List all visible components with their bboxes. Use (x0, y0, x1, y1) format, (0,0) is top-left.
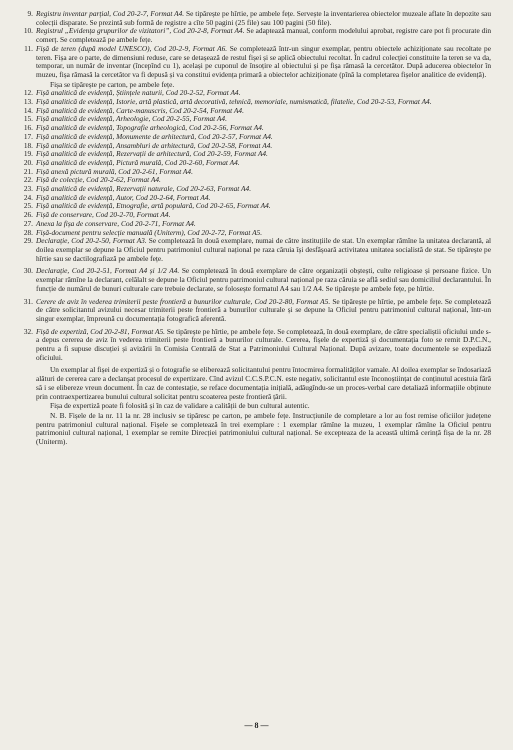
item-number: 28. (23, 227, 33, 237)
item-number: 24. (23, 192, 33, 202)
item-text: Se tipărește pe hîrtie, pe ambele fețe. Se completează, în două exemplare, de către specialiștii oficiului unde s-a depus cererea de aviz în vederea trimiterii peste frontieră a bunurilor culturale. Cererea, fișele de expertiză și documentația foto se remit D.P.C.N., pentru a fi supuse discuției și avizării în Comisia Centrală de Stat a Patrimoniului Cultural Național. După avizare, toate documentele se expediază oficiului. (36, 326, 491, 362)
list-item (14, 328, 491, 363)
item-number: 23. (23, 184, 33, 194)
item-title: Fișă analitică de evidență, Etnografie, artă populară, Cod 20-2-65, Format A4. (36, 201, 271, 211)
item-number: 16. (23, 123, 33, 133)
page-number: — 8 — (244, 721, 269, 730)
item-number: 14. (23, 105, 33, 115)
item-number: 9. (27, 9, 33, 18)
item-number: 29. (23, 236, 33, 246)
list-item (14, 298, 491, 324)
item-title: Fișă-document pentru selecție manuală (Uniterm), Cod 20-2-72, Format A5. (36, 227, 263, 237)
item-number: 26. (23, 210, 33, 220)
item-title: Fișă analitică de evidență, Ansambluri de arhitectură, Cod 20-2-58, Format A4. (36, 140, 273, 150)
item-title: Fișă analitică de evidență, Carte-manuscris, Cod 20-2-54, Format A4. (36, 105, 244, 115)
item-text: Se tipărește pe hîrtie, pe ambele fețe. Servește la inventarierea obiectelor muzeale aflate în depozite sau colecții disparate. Se prezintă sub formă de registre a cîte 50 pagini (25 file) sau 100 pagini (50 file). (36, 9, 491, 27)
item-title: Fișă anexă pictură murală, Cod 20-2-61, Format A4. (36, 166, 193, 176)
item-text: Se completează în două exemplare, numai de către instituțiile de stat. Un exemplar rămîne la unitatea declarantă, al doilea exemplar se depune la Oficiul pentru patrimoniul cultural național pe raza căruia își desfășoară activitatea unitatea socialistă de stat. Se tipărește pe hîrtie sau se dactilografiază pe ambele fețe. (36, 236, 492, 263)
body-paragraph: Fișa de expertiză poate fi folosită și în caz de validare a calității de bun cultural autentic. (50, 401, 310, 411)
item-number: 17. (23, 131, 33, 141)
item-title: Fișă analitică de evidență, Topografie arheologică, Cod 20-2-56, Format A4. (36, 123, 264, 133)
item-title: Registrul „Evidența grupurilor de vizitatori”, Cod 20-2-8, Format A4. (36, 26, 245, 36)
body-paragraph: Un exemplar al fișei de expertiză și o fotografie se eliberează solicitantului pentru întocmirea formalităților vamale. Al doilea exemplar se îndosariază alături de cererea care a declanșat procesul de expertizare. Cînd avizul C.C.S.P.C.N. este negativ, solicitantul este înconoștiințat de conținutul acestuia fără să i se elibereze vreun document. În caz de contestație, se reface documentația inițială, adăugîndu-se un proces-verbal care detaliază informațiile obținute prin contraexpertizarea bunului cultural solicitat pentru scoaterea peste frontieră țării. (36, 365, 491, 401)
item-number: 30. (23, 266, 33, 276)
item-number: 25. (23, 201, 33, 211)
item-number: 11. (24, 43, 33, 53)
item-title: Fișă analitică de evidență, Rezervații de arhitectură, Cod 20-2-59, Format A4. (36, 149, 268, 159)
item-number: 10. (23, 26, 33, 36)
item-number: 27. (23, 218, 33, 228)
list-item (14, 267, 491, 293)
item-text: Se tipărește pe hîrtie, pe ambele fețe. Se completează de către solicitantul avizului necesar trimiterii peste frontieră a bunurilor culturale și se depune la Oficiul pentru patrimoniul cultural național, într-un singur exemplar, împreună cu documentația fotografică aferentă. (36, 296, 492, 323)
item-title: Fișă de conservare, Cod 20-2-70, Format A4. (36, 210, 171, 220)
numbered-list (14, 10, 491, 362)
item-number: 22. (23, 175, 33, 185)
item-title: Fișă de colecție, Cod 20-2-62, Format A4. (36, 175, 161, 185)
item-title: Anexa la fișa de conservare, Cod 20-2-71, Format A4. (36, 218, 196, 228)
item-text: Se completează într-un singur exemplar, pentru obiectele achiziționate sau recoltate pe teren. Fișa are o parte, de dimensiuni reduse, care se detașează de restul fișei și se aplică obiectului recoltat. În cadrul colecției constituite la teren se va da, temporar, un număr de inventar (începînd cu 1), același pe cuponul de însoțire al obiectului și pe fișa rămasă la cercetător. După aducerea obiectelor în muzeu, fișa rămasă la cercetător va fi depusă și va constitui evidența primară a obiectelor achiziționate (pînă la completarea fișelor analitice de evidență). (36, 43, 491, 79)
closing-paragraphs (14, 366, 491, 446)
item-title: Fișă analitică de evidență, Arheologie, Cod 20-2-55, Format A4. (36, 114, 227, 124)
item-text: Se adaptează manual, conform modelului aprobat, registre care pot fi procurate din comerț. Se completează pe ambele fețe. (36, 26, 492, 45)
item-number: 31. (23, 296, 33, 306)
list-item (14, 45, 491, 80)
item-number: 15. (23, 114, 33, 124)
list-item (14, 237, 491, 263)
item-number: 12. (23, 88, 33, 98)
list-item (14, 27, 491, 44)
item-title: Fișă de expertiză, Cod 20-2-81, Format A5. (36, 326, 166, 336)
item-title: Fișă analitică de evidență, Autor, Cod 20-2-64, Format A4. (36, 192, 211, 202)
item-number: 20. (23, 157, 33, 167)
item-title: Cerere de aviz în vederea trimiterii peste frontieră a bunurilor culturale, Cod 20-2-80, Format A5. (36, 296, 331, 306)
item-number: 18. (23, 140, 33, 150)
item-number: 21. (23, 166, 33, 176)
item-title: Registru inventar parțial, Cod 20-2-7, Format A4. (36, 9, 185, 18)
item-number: 32. (23, 326, 33, 336)
item-title: Fișă analitică de evidență, Monumente de arhitectură, Cod 20-2-57, Format A4. (36, 131, 273, 141)
item-number: 19. (23, 149, 33, 159)
item-title: Fișă analitică de evidență, Rezervații naturale, Cod 20-2-63, Format A4. (36, 184, 252, 194)
item-title: Fișă analitică de evidență, Pictură murală, Cod 20-2-60, Format A4. (36, 157, 240, 167)
item-title: Declarație, Cod 20-2-51, Format A4 și 1/2 A4. (36, 266, 180, 276)
item-number: 13. (23, 97, 33, 107)
item-title: Declarație, Cod 20-2-50, Format A3. (36, 236, 147, 246)
list-item (14, 10, 491, 27)
item-note: Fișa se tipărește pe carton, pe ambele fețe. (50, 79, 175, 89)
body-paragraph: N. B. Fișele de la nr. 11 la nr. 28 inclusiv se tipăresc pe carton, pe ambele fețe. Instrucțiunile de completare a lor au fost remise oficiilor județene pentru patrimoniul cultural național. Fișele se completează în trei exemplare : 1 exemplar rămîne la muzeu, 1 exemplar rămîne la Oficiul pentru patrimoniul cultural național, 1 exemplar se remite Direcției patrimoniului cultural național. Se excepteaza de la această ultimă cerință fișa de la nr. 28 (Uniterm). (36, 410, 491, 447)
item-title: Fișă analitică de evidență, Istorie, artă plastică, artă decorativă, tehnică, memoriale, numismatică, filatelie, Cod 20-2-53, Format A4. (36, 97, 432, 107)
item-title: Fișă de teren (după model UNESCO), Cod 20-2-9, Format A6. (36, 43, 228, 53)
item-title: Fișă analitică de evidență, Științele naturii, Cod 20-2-52, Format A4. (36, 88, 241, 98)
item-text: Se completează în două exemplare de către organizații obștești, culte religioase și persoane fizice. Un exemplar rămîne la declarant, celălalt se depune la Oficiul pentru patrimoniul cultural național pe raza căruia se află sediul sau domiciliul declarantului. În funcție de numărul de bunuri culturale care trebuie declarate, se folosește formatul A4 sau 1/2 A4. Se tipărește pe ambele fețe, pe hîrtie. (36, 266, 491, 293)
